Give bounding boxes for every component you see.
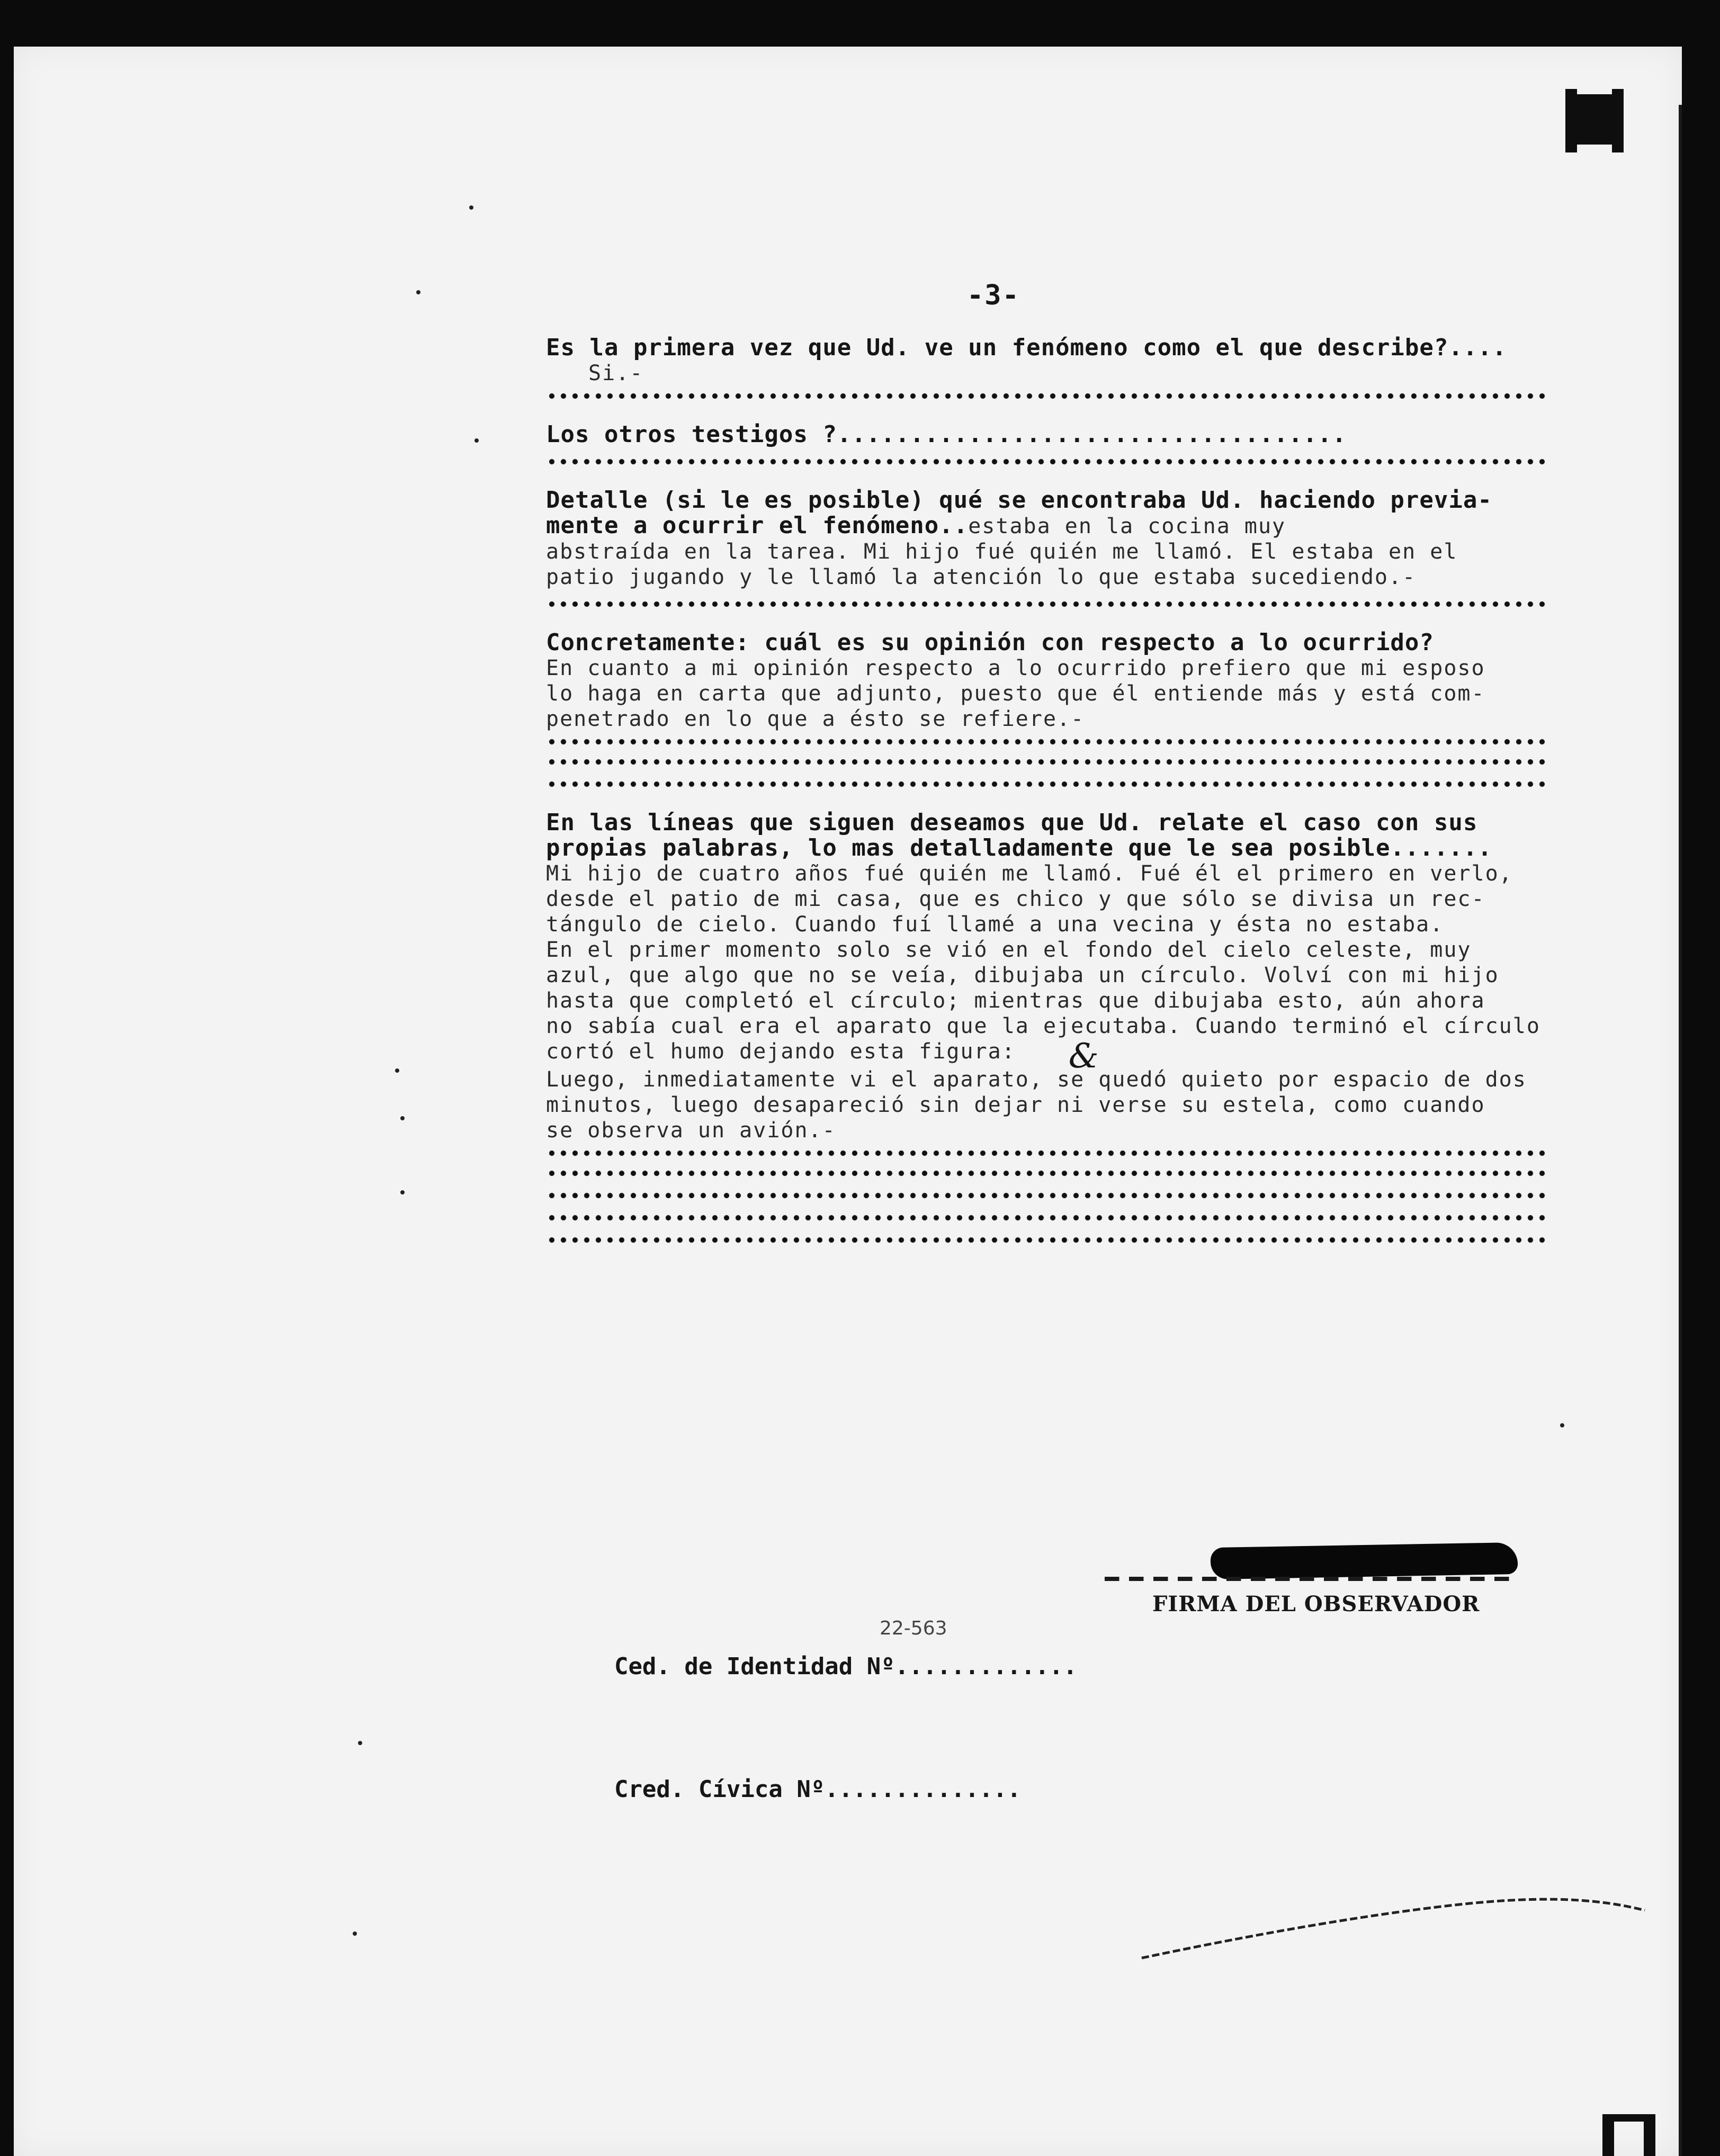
question-prompt-line: propias palabras, lo mas detalladamente que le sea posible....... [546, 834, 1492, 861]
question-prompt: Es la primera vez que Ud. ve un fenómeno como el que describe?.... [546, 334, 1507, 361]
narrative-line: Mi hijo de cuatro años fué quién me llamó. Fué él el primero en verlo, [546, 861, 1513, 886]
scan-speck [469, 205, 473, 210]
cedula-field [530, 1618, 1078, 1733]
narrative-line: tángulo de cielo. Cuando fuí llamé a una vecina y ésta no estaba. [546, 912, 1444, 937]
question-prompt-line: Detalle (si le es posible) qué se encontraba Ud. haciendo previa- [546, 487, 1492, 514]
bottom-corner-mark [1602, 2114, 1655, 2156]
page-edge [1679, 105, 1682, 2156]
credencial-label: Cred. Cívica Nº.............. [614, 1776, 1022, 1803]
answer-text: Si.- [588, 361, 644, 385]
scan-speck [474, 438, 479, 443]
scan-speck [1560, 1423, 1564, 1427]
answer-text: patio jugando y le llamó la atención lo que estaba sucediendo.- [546, 565, 1417, 589]
redacted-signature [1211, 1542, 1518, 1579]
cedula-label: Ced. de Identidad Nº............. [614, 1653, 1078, 1680]
answer-text: penetrado en lo que a ésto se refiere.- [546, 707, 1085, 731]
question-prompt-line: mente a ocurrir el fenómeno.. [546, 512, 969, 539]
narrative-line: minutos, luego desapareció sin dejar ni verse su estela, como cuando [546, 1092, 1485, 1117]
question-prompt-line: En las líneas que siguen deseamos que Ud. relate el caso con sus [546, 809, 1478, 836]
pen-stroke-mark [1136, 1879, 1655, 1963]
answer-text: lo haga en carta que adjunto, puesto que él entiende más y está com- [546, 681, 1485, 706]
questionnaire-form [546, 335, 1547, 1266]
signature-line [1105, 1577, 1518, 1581]
answer-text: estaba en la cocina muy [968, 514, 1286, 538]
narrative-line: no sabía cual era el aparato que la ejecutaba. Cuando terminó el círculo [546, 1014, 1540, 1038]
dotted-answer-line [546, 1213, 1547, 1223]
question-prompt-row [546, 513, 1547, 539]
dotted-answer-line [546, 599, 1547, 609]
question-opinion [546, 630, 1547, 789]
dotted-answer-line [546, 1235, 1547, 1245]
question-activity [546, 488, 1547, 609]
scan-speck [395, 1068, 399, 1073]
credencial-field [530, 1750, 1077, 1829]
question-prompt: Los otros testigos ?................................... [546, 421, 1347, 448]
dotted-answer-line [546, 1169, 1547, 1178]
dotted-answer-line [546, 737, 1547, 747]
narrative-line: azul, que algo que no se veía, dibujaba un círculo. Volví con mi hijo [546, 963, 1499, 987]
question-first-time [546, 335, 1547, 401]
answer-text: abstraída en la tarea. Mi hijo fué quién me llamó. El estaba en el [546, 540, 1458, 564]
question-other-witnesses [546, 422, 1547, 466]
dotted-answer-line [546, 1148, 1547, 1158]
smoke-figure-sketch: & [1068, 1036, 1099, 1076]
dotted-answer-line [546, 457, 1547, 466]
narrative-figure-row [546, 1036, 1547, 1076]
narrative-line: En el primer momento solo se vió en el fondo del cielo celeste, muy [546, 938, 1472, 962]
narrative-line: se observa un avión.- [546, 1118, 836, 1143]
question-narrative [546, 810, 1547, 1245]
scan-speck [400, 1190, 405, 1194]
scan-speck [353, 1932, 357, 1936]
scan-speck [416, 290, 420, 294]
answer-text: En cuanto a mi opinión respecto a lo ocurrido prefiero que mi esposo [546, 656, 1485, 680]
signature-label: FIRMA DEL OBSERVADOR [1152, 1592, 1480, 1616]
question-prompt: Concretamente: cuál es su opinión con respecto a lo ocurrido? [546, 629, 1434, 656]
scan-speck [400, 1116, 405, 1120]
scan-speck [358, 1741, 362, 1745]
dotted-answer-line [546, 757, 1547, 767]
narrative-line: desde el patio de mi casa, que es chico y que sólo se divisa un rec- [546, 887, 1485, 911]
dotted-answer-line [546, 391, 1547, 401]
handwritten-id-number: 22-563 [880, 1618, 947, 1639]
top-corner-mark [1565, 94, 1624, 145]
page-number: -3- [967, 280, 1020, 311]
dotted-answer-line [546, 779, 1547, 789]
narrative-line: Luego, inmediatamente vi el aparato, se quedó quieto por espacio de dos [546, 1067, 1527, 1092]
narrative-line: cortó el humo dejando esta figura: [546, 1039, 1016, 1064]
dotted-answer-line [546, 1191, 1547, 1200]
identity-fields [530, 1618, 1078, 1846]
narrative-line: hasta que completó el círculo; mientras que dibujaba esto, aún ahora [546, 989, 1485, 1013]
scanned-page [14, 47, 1682, 2156]
